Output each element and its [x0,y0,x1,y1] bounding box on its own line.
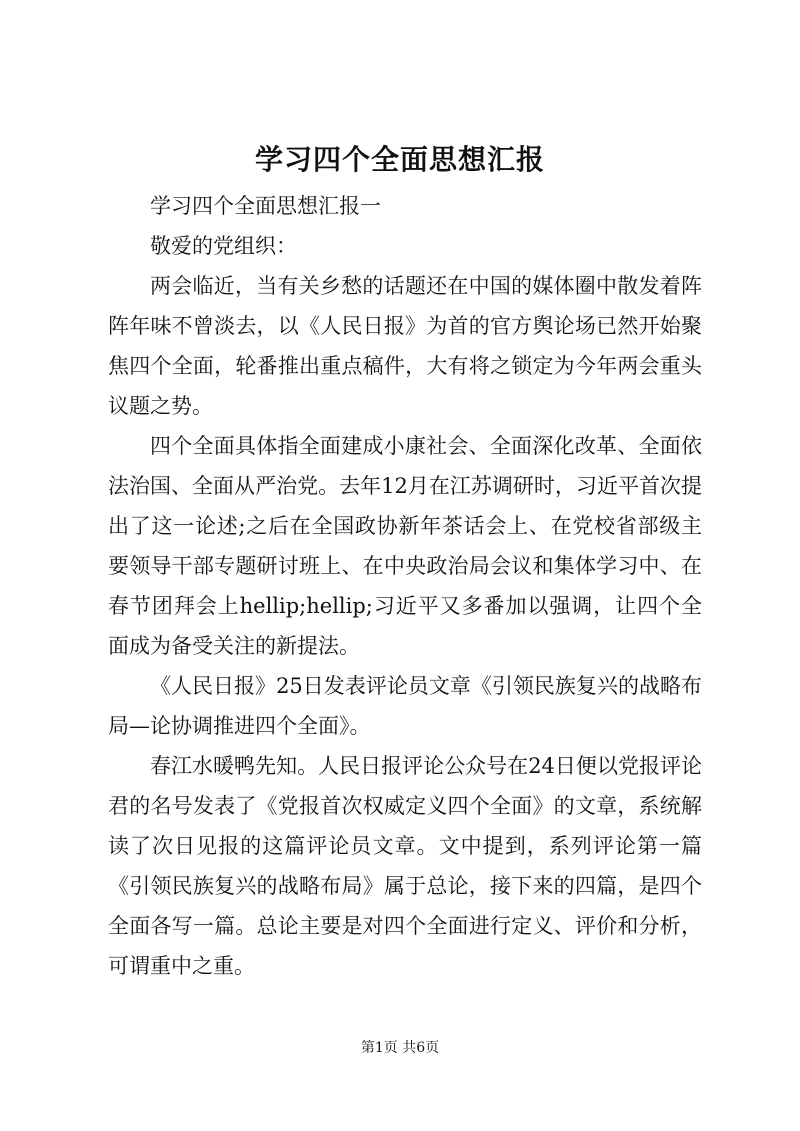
paragraph: 两会临近，当有关乡愁的话题还在中国的媒体圈中散发着阵阵年味不曾淡去，以《人民日报》为首的官方舆论场已然开始聚焦四个全面，轮番推出重点稿件，大有将之锁定为今年两会重头议题之势。 [108,274,702,418]
paragraph-heading: 学习四个全面思想汇报一 [150,194,381,218]
paragraph: 《人民日报》25日发表评论员文章《引领民族复兴的战略布局—论协调推进四个全面》。 [108,674,702,738]
paragraph: 四个全面具体指全面建成小康社会、全面深化改革、全面依法治国、全面从严治党。去年12月在江苏调研时，习近平首次提出了这一论述;之后在全国政协新年茶话会上、在党校省部级主要领导干部专题研讨班上、在中央政治局会议和集体学习中、在春节团拜会上hellip;hellip;习近平又多番加以强调，让四个全面成为备受关注的新提法。 [108,434,702,658]
paragraph: 春江水暖鸭先知。人民日报评论公众号在24日便以党报评论君的名号发表了《党报首次权威定义四个全面》的文章，系统解读了次日见报的这篇评论员文章。文中提到，系列评论第一篇《引领民族复兴的战略布局》属于总论，接下来的四篇，是四个全面各写一篇。总论主要是对四个全面进行定义、评价和分析，可谓重中之重。 [108,754,702,978]
page-number-footer: 第1页 共6页 [360,1040,440,1056]
document-title: 学习四个全面思想汇报 [254,143,545,176]
paragraph-salutation: 敬爱的党组织： [150,234,297,258]
document-body [108,186,702,986]
